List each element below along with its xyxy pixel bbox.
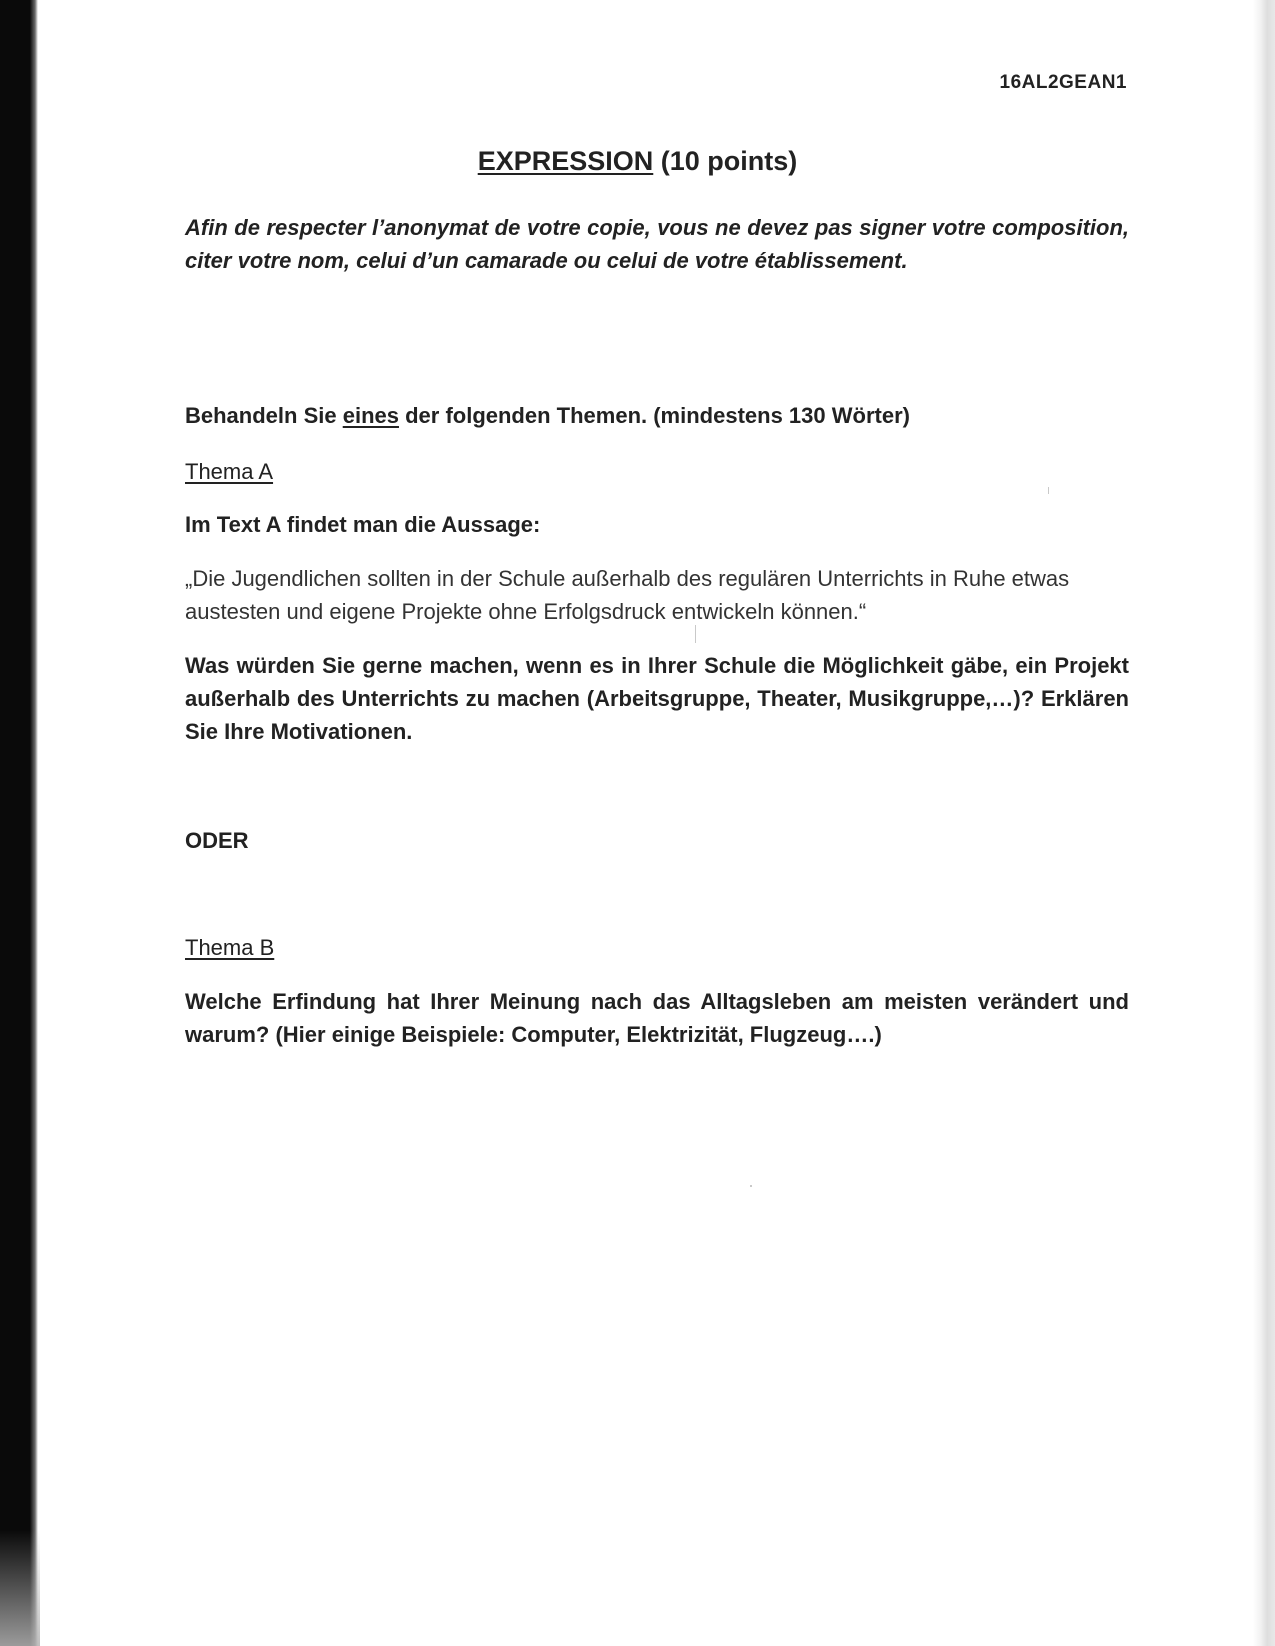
theme-b-question: Welche Erfindung hat Ihrer Meinung nach das Alltagsleben am meisten verändert und warum? (Hier einige Beispiele: Computer, Elektrizität, Flugzeug….) [185, 989, 1129, 1047]
page-title [0, 146, 1275, 177]
scan-speck [750, 1185, 752, 1187]
instruction-emphasis: eines [342, 403, 399, 428]
separator-oder: ODER [185, 828, 249, 853]
scan-speck [1048, 487, 1049, 494]
instruction-after: der folgenden Themen. (mindestens 130 Wörter) [398, 403, 910, 428]
theme-b-label: Thema B [185, 935, 275, 960]
theme-a-label: Thema A [185, 459, 274, 484]
heading-title: EXPRESSION [477, 146, 654, 176]
document-code: 16AL2GEAN1 [999, 72, 1127, 93]
scan-shadow-left [0, 0, 38, 1646]
instruction [185, 399, 1129, 432]
scan-speck [695, 625, 696, 643]
scan-shadow-left-bottom [0, 1530, 40, 1646]
anonymity-notice: Afin de respecter l’anonymat de votre copie, vous ne devez pas signer votre composition, citer votre nom, celui d’un camarade ou celui de votre établissement. [185, 215, 1129, 273]
scan-shadow-right [1253, 0, 1275, 1646]
heading-points: (10 points) [660, 146, 798, 176]
theme-a-intro: Im Text A findet man die Aussage: [185, 512, 541, 537]
theme-a-question: Was würden Sie gerne machen, wenn es in Ihrer Schule die Möglichkeit gäbe, ein Projekt außerhalb des Unterrichts zu machen (Arbeitsgruppe, Theater, Musikgruppe,…)? Erklären Sie Ihre Motivationen. [185, 653, 1129, 744]
instruction-before: Behandeln Sie [185, 403, 343, 428]
theme-a-quote: „Die Jugendlichen sollten in der Schule außerhalb des regulären Unterrichts in Ruhe etwas austesten und eigene Projekte ohne Erfolgsdruck entwickeln können.“ [185, 566, 1070, 624]
